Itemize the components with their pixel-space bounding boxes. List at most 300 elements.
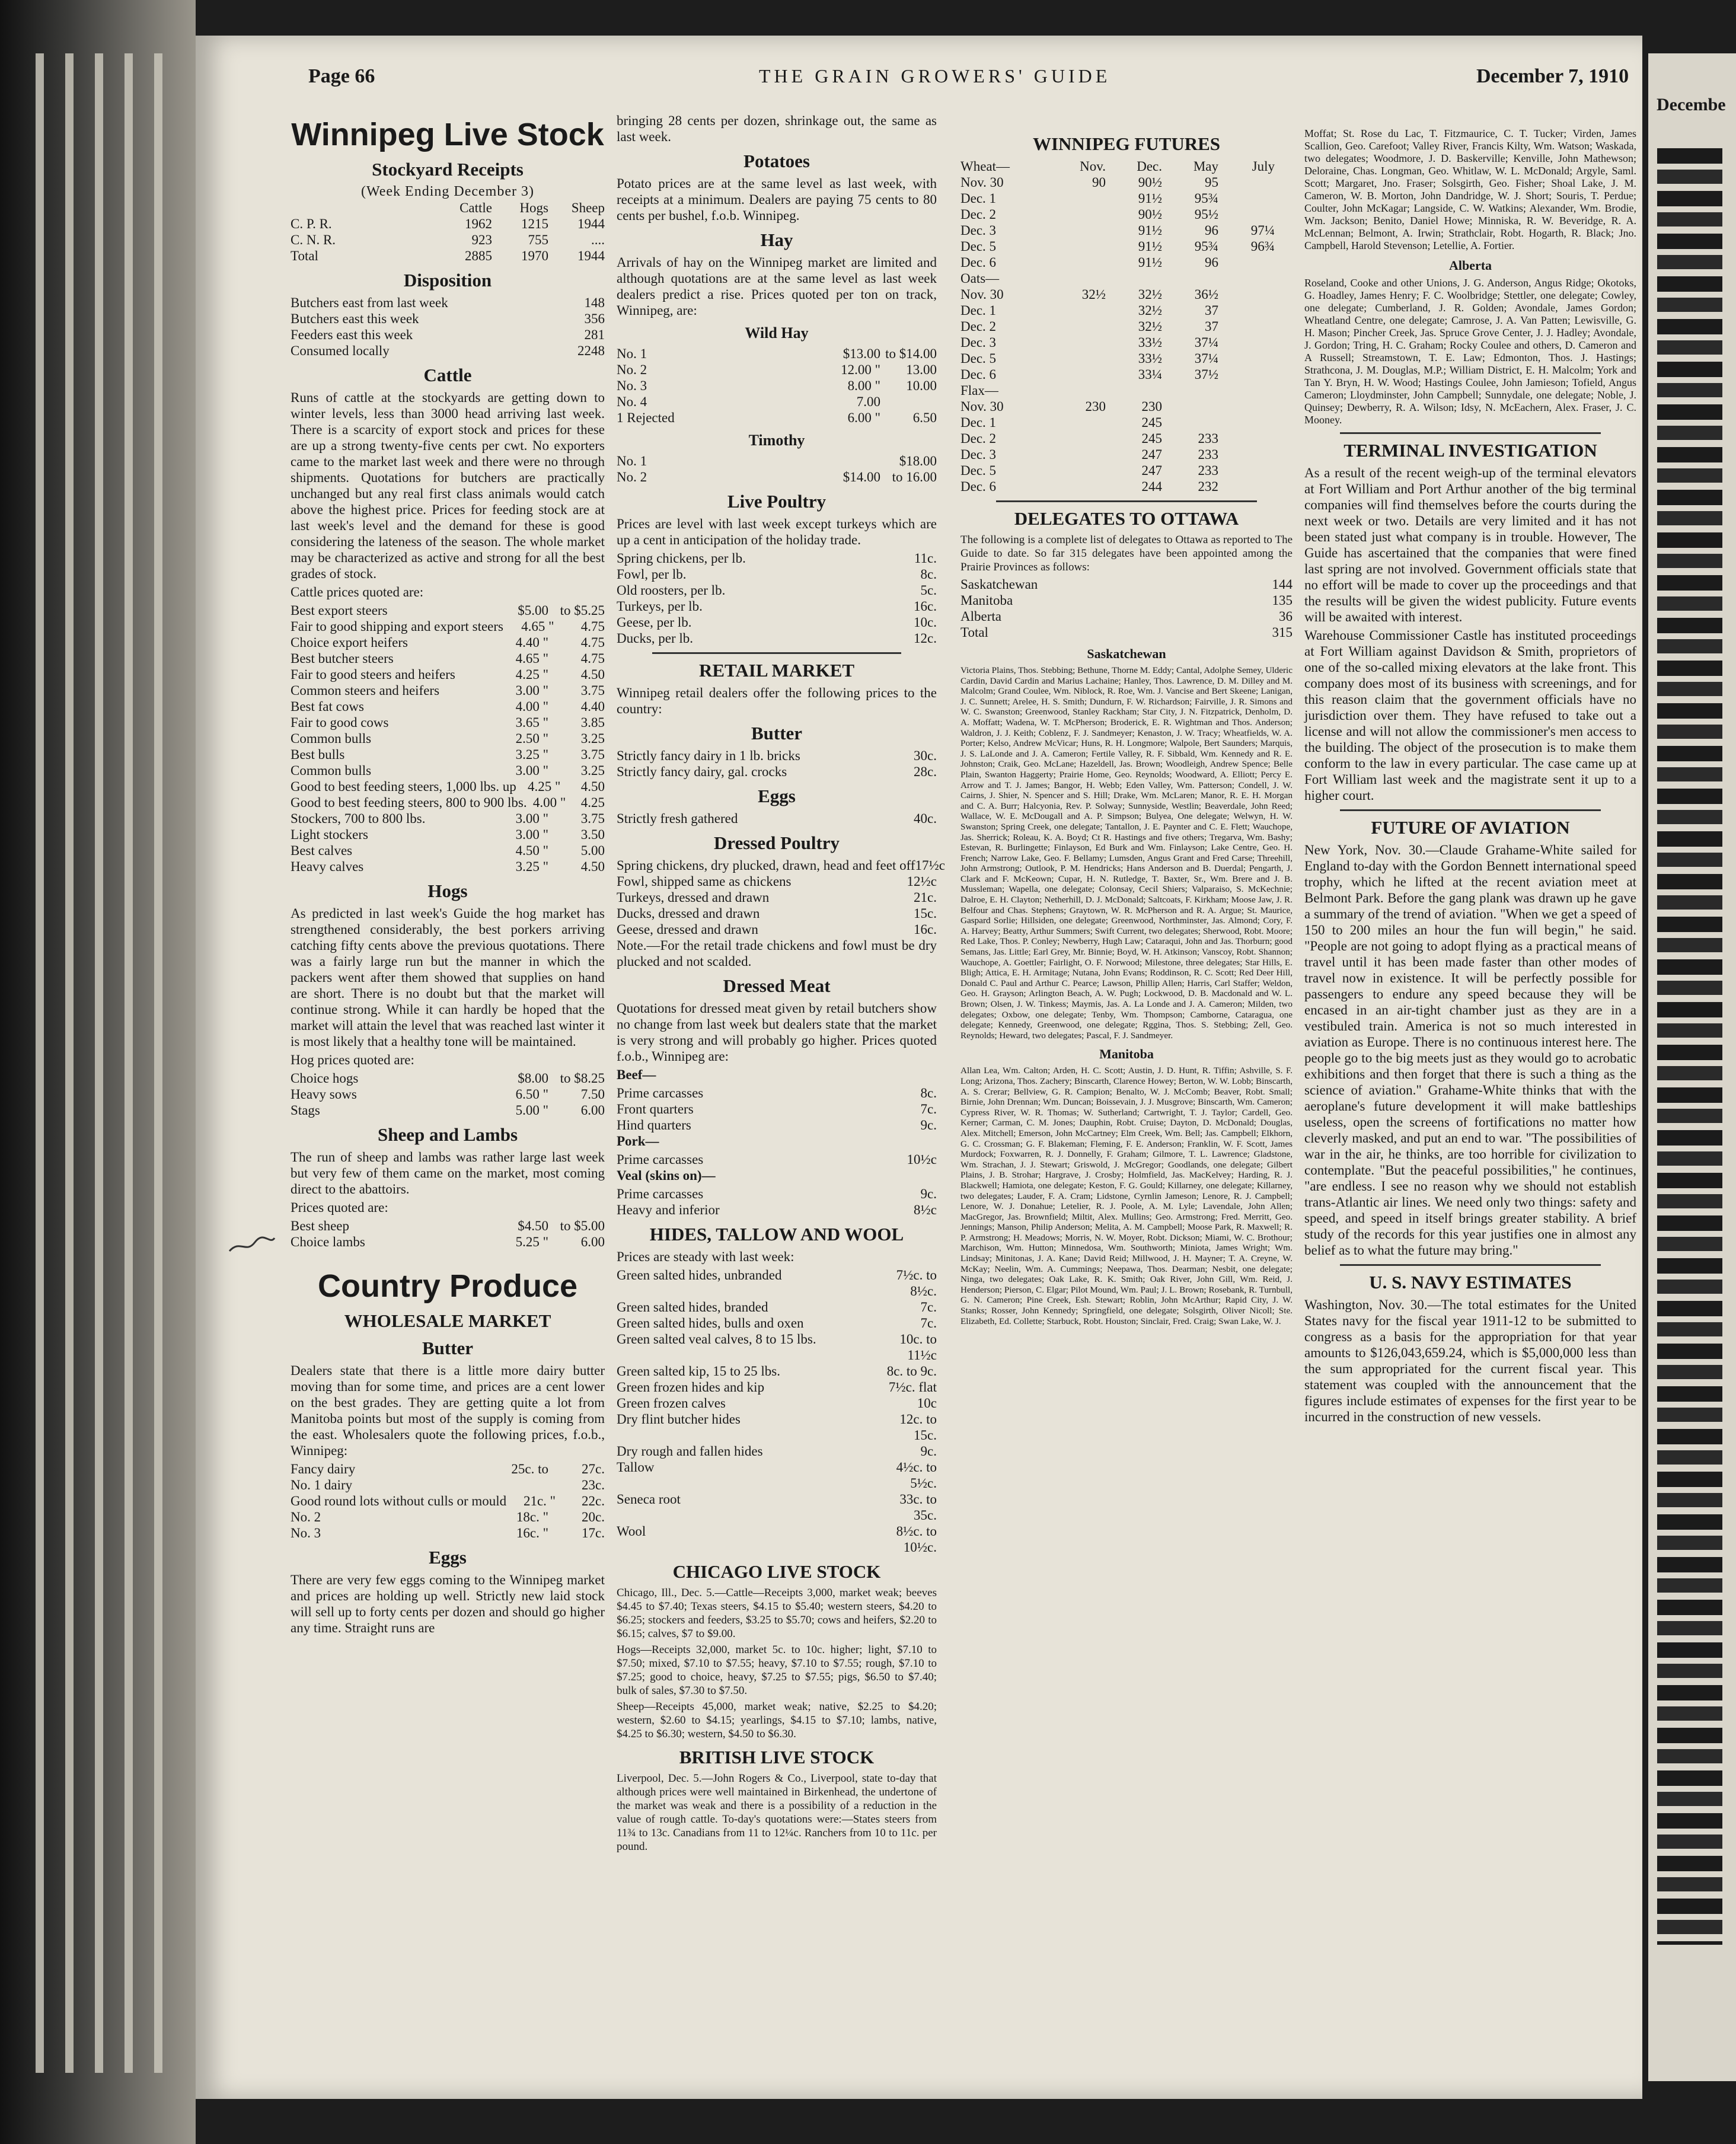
- row-value: [1049, 254, 1106, 270]
- row-label: Common bulls: [291, 763, 372, 778]
- row-value: [1218, 254, 1275, 270]
- subheading: Potatoes: [743, 151, 810, 171]
- table-row: [617, 1443, 937, 1459]
- week-note: (Week Ending December 3): [361, 184, 534, 199]
- table-row: [291, 714, 605, 730]
- table-row: [617, 1411, 937, 1443]
- row-label: No. 1: [617, 454, 647, 468]
- row-value: $14.00: [843, 470, 880, 484]
- row-value: [1218, 206, 1275, 222]
- subheading: Eggs: [758, 786, 796, 806]
- row-label: C. N. R.: [291, 232, 336, 247]
- subheading: RETAIL MARKET: [698, 660, 855, 681]
- table-row: [617, 1117, 937, 1133]
- row-value: 7.50: [580, 1087, 605, 1102]
- row-value: 7½c. to 8½c.: [896, 1268, 937, 1298]
- table-row: [291, 811, 605, 827]
- table-row: [960, 576, 1293, 592]
- row-value: [1049, 318, 1106, 334]
- row-value: 37¼: [1194, 351, 1218, 366]
- row-value: 33¼: [1138, 367, 1162, 382]
- row-value: 3.25: [580, 763, 605, 778]
- section-title: Country Produce: [317, 1268, 578, 1304]
- row-value: 4.65 ": [521, 619, 554, 634]
- table-row: [617, 873, 937, 889]
- row-value: 3.25 ": [515, 859, 548, 874]
- row-value: [1049, 462, 1106, 478]
- row-value: to $8.25: [560, 1071, 605, 1086]
- row-value: 3.25 ": [515, 747, 548, 762]
- row-value: 12c. to 15c.: [899, 1412, 937, 1443]
- row-label: Manitoba: [960, 593, 1013, 608]
- row-label: Dec. 1: [960, 303, 997, 318]
- column-1: [291, 113, 605, 1638]
- row-value: 10c.: [914, 615, 937, 630]
- table-row: [960, 206, 1293, 222]
- price-list: [291, 1218, 605, 1250]
- table-row: [617, 1101, 937, 1117]
- table-row: [291, 650, 605, 666]
- paragraph: Warehouse Commissioner Castle has instituted proceedings at Fort William against Davidson & Smith, proprietors of one of the so-called mixing elevators at the lake front. This company does most of its business with screenings, and for this reason claim that the government officials have no jurisdiction over them. They have refused to take out a license and will not allow the commissioner's men access to the building. The object of the prosecution is to make them conform to the law in every particular. The case came up at Fort William last week and the magistrate sent it up to a higher court.: [1304, 628, 1636, 803]
- row-value: 91½: [1138, 239, 1162, 254]
- paragraph: Allan Lea, Wm. Calton; Arden, H. C. Scott; Austin, J. D. Hunt, R. Tiffin; Ashville, S. F. Long; Arizona, Thos. Zachery; Binscarth, Clarence Howey; Berton, W. W. Lobb; Binscarth, A. S. Crerar; Bellview, G. R. Campion; Benalto, W. J. McComb; Beaver, Robt. Small; Birnie, John Drennan; Wm. Duncan; Boissevain, J. J. Musgrove; Binscarth, Wm. Cameron; Cypress River, W. R. Thomas; W. Sutherland; Cartwright, T. J. Taylor; Cardell, Geo. Kerner; Carman, C. M. Jones; Dauphin, Robt. Cruise; Dayton, D. McDonald; Douglas, Alex. Mitchell; Emerson, John McCartney; Elm Creek, Wm. Bell; Jas. Campbell; Elkhorn, G. C. Crossman; G. F. Blakeman; Fleming, F. E. Anderson; Franklin, W. F. Scott, James Murdock; Foxwarren, R. J. Donnelly, F. Graham; Gilmore, T. L. Lawrence; Gladstone, Wm. Strachan, J. J. Stewart; Griswold, J. McGregor; Goodlands, one delegate; Gilbert Plains, J. B. Strohar; Hargrave, J. Crosby; Holmfield, Jas. MacKelvey; Harding, R. J. Blackwell; Hamiota, one delegate; Keston, F. G. Gould; Killarney, one delegate; Killarney, two delegates; Lauder, F. A. Cram; Lidstone, Cyrnlin Jameson; Lenore, R. J. Campbell; Lenore, W. J. Donahue; Letelier, R. J. Poole, A. M. Lyle; Lavendale, John Allen; MacGregor, Jas. Brownfield; Miltit, Alex. Mullins; Geo. Armstrong; Fred. Merritt, Geo. Jennings; Manson, Philip Anderson; Melita, A. M. Campbell; Moose Park, R. Maxwell; R. P. Armstrong; H. Meadows; Morris, N. W. Moyer, Robt. Dickson; Miami, W. C. Brothour; Marchison, Wm. Hutton; Minnedosa, Wm. Southworth; Miniota, James Wright; Wm. Lindsay; Minitonas, J. A. Kane; David Reid; Millwood, J. H. Mayner; T. A. Creyne, W. McKay; Neelin, Wm. A. Cummings; Neepawa, Thos. Dearman; Nesbit, one delegate; Ninga, two delegates; Oak Lake, R. K. Smith; Oak River, John Gill, Wm. Reid, J. Henderson; Pierson, C. Elgar; Pilot Mound, Wm. Paul; J. L. Brown; Rosebank, R. Turnbull, G. N. Cameron; Pine Creek, Esh. Stewart; Roblin, John McArthur; Rapid City, J. W. Stanks; Rosser, John Kennedy; Springfield, one delegate; Solsgirth, Oliver Nicoll; Ste. Elizabeth, Ed. Collette; Starbuck, Robt. Houston; Sinclair, Fred. Craig; Swan Lake, W. J.: [960, 1065, 1293, 1326]
- row-value: 96: [1205, 255, 1218, 270]
- row-value: [1218, 318, 1275, 334]
- subheading: Butter: [422, 1338, 474, 1358]
- table-row: [291, 1070, 605, 1086]
- row-value: [1218, 366, 1275, 382]
- row-value: 230: [1085, 399, 1106, 414]
- row-label: Dec. 3: [960, 447, 997, 462]
- row-label: Strictly fancy dairy in 1 lb. bricks: [617, 748, 800, 763]
- row-value: [1218, 334, 1275, 350]
- table-row: [960, 334, 1293, 350]
- table-row: [960, 462, 1293, 478]
- row-label: No. 2: [617, 362, 647, 377]
- row-label: Feeders east this week: [291, 327, 413, 342]
- row-value: 96¾: [1250, 239, 1275, 254]
- table-row: [291, 618, 605, 634]
- row-label: No. 2: [617, 470, 647, 484]
- table-row: [960, 624, 1293, 640]
- subheading: DELEGATES TO OTTAWA: [1014, 508, 1239, 529]
- row-label: Dec. 2: [960, 207, 997, 222]
- row-value: 6.00 ": [847, 410, 880, 425]
- row-value: 3.50: [580, 827, 605, 842]
- row-value: 10c. to 11½c: [899, 1332, 937, 1363]
- row-value: $5.00: [518, 603, 548, 618]
- table-row: [617, 378, 937, 394]
- row-value: 2248: [577, 343, 605, 358]
- table-row: [291, 1477, 605, 1493]
- paragraph: Hog prices quoted are:: [291, 1052, 414, 1067]
- row-value: 4.65 ": [515, 651, 548, 666]
- table-row: [291, 634, 605, 650]
- table-row: [291, 746, 605, 762]
- row-value: 1944: [577, 248, 605, 263]
- row-label: Nov. 30: [960, 175, 1004, 190]
- row-value: 6.50 ": [515, 1087, 548, 1102]
- row-value: 20c.: [582, 1510, 605, 1524]
- row-label: Ducks, dressed and drawn: [617, 906, 760, 921]
- table-row: [617, 469, 937, 485]
- table-row: [960, 302, 1293, 318]
- row-value: [1218, 350, 1275, 366]
- row-value: Hogs: [519, 200, 548, 215]
- row-value: [1049, 190, 1106, 206]
- row-value: [1218, 286, 1275, 302]
- row-value: to 16.00: [892, 470, 937, 484]
- row-value: 4.25: [580, 795, 605, 810]
- subheading: Timothy: [748, 432, 805, 449]
- row-value: 7c.: [920, 1102, 937, 1116]
- row-value: $8.00: [518, 1071, 548, 1086]
- row-label: Total: [291, 248, 318, 263]
- row-label: Green salted veal calves, 8 to 15 lbs.: [617, 1332, 816, 1347]
- price-list: [617, 453, 937, 485]
- row-label: Dec. 2: [960, 431, 997, 446]
- row-value: [1218, 478, 1275, 494]
- paragraph: Prices are level with last week except turkeys which are up a cent in anticipation of the holiday trade.: [617, 516, 937, 547]
- row-value: 12c.: [914, 631, 937, 646]
- row-value: 12.00 ": [841, 362, 880, 377]
- subheading: BRITISH LIVE STOCK: [679, 1747, 875, 1767]
- row-label: Green frozen calves: [617, 1396, 726, 1411]
- row-label: Best bulls: [291, 747, 345, 762]
- row-label: Old roosters, per lb.: [617, 583, 726, 598]
- row-label: Heavy calves: [291, 859, 364, 874]
- row-label: Dec. 6: [960, 479, 997, 494]
- row-label: No. 1: [617, 346, 647, 361]
- subheading: Stockyard Receipts: [372, 159, 524, 180]
- table-row: [291, 311, 605, 327]
- table-row: [960, 478, 1293, 494]
- row-value: 1944: [577, 216, 605, 231]
- row-value: 144: [1272, 577, 1293, 592]
- row-value: to $5.25: [560, 603, 605, 618]
- table-row: [291, 730, 605, 746]
- row-value: May: [1193, 159, 1218, 174]
- table-row: [617, 921, 937, 937]
- row-label: Dec. 3: [960, 335, 997, 350]
- row-value: 8.00 ": [847, 378, 880, 393]
- table-row: [960, 446, 1293, 462]
- row-value: 16c. ": [516, 1526, 548, 1540]
- row-label: Butchers east this week: [291, 311, 419, 326]
- price-list: [617, 550, 937, 646]
- table-row: [960, 174, 1293, 190]
- table-row: [960, 350, 1293, 366]
- row-value: 9c.: [920, 1444, 937, 1459]
- row-value: [1218, 190, 1275, 206]
- paragraph: bringing 28 cents per dozen, shrinkage out, the same as last week.: [617, 113, 937, 144]
- row-value: [1049, 350, 1106, 366]
- label: Veal (skins on)—: [617, 1168, 716, 1183]
- row-value: 3.00 ": [515, 811, 548, 826]
- row-value: Nov.: [1080, 159, 1106, 174]
- row-value: 16c.: [914, 599, 937, 614]
- row-value: 90: [1092, 175, 1106, 190]
- row-value: 91½: [1138, 223, 1162, 238]
- row-label: Dec. 5: [960, 239, 997, 254]
- row-value: 923: [471, 232, 492, 247]
- row-label: Flax—: [960, 383, 998, 398]
- table-row: [291, 248, 605, 264]
- row-label: Strictly fancy dairy, gal. crocks: [617, 764, 787, 779]
- subheading: WHOLESALE MARKET: [344, 1310, 551, 1331]
- label: Beef—: [617, 1067, 656, 1082]
- row-value: [1162, 398, 1218, 414]
- row-value: 3.75: [580, 747, 605, 762]
- column-4: [1304, 127, 1636, 1427]
- row-label: Best export steers: [291, 603, 388, 618]
- futures-header: [960, 158, 1293, 174]
- row-value: 4½c. to 5½c.: [896, 1460, 937, 1491]
- row-value: 5.00 ": [515, 1103, 548, 1118]
- ornamental-border: [1657, 148, 1722, 1945]
- row-value: 245: [1141, 431, 1162, 446]
- table-row: [291, 1086, 605, 1102]
- row-value: 4.25 ": [527, 779, 561, 794]
- row-value: [1049, 270, 1106, 286]
- row-value: 32½: [1138, 303, 1162, 318]
- row-value: [1218, 382, 1275, 398]
- row-label: Good round lots without culls or mould: [291, 1494, 507, 1508]
- row-value: [1218, 270, 1275, 286]
- table-row: [617, 614, 937, 630]
- row-value: 233: [1198, 463, 1218, 478]
- subheading: Manitoba: [1099, 1047, 1154, 1062]
- masthead: THE GRAIN GROWERS' GUIDE: [759, 65, 1111, 87]
- row-label: Dec. 1: [960, 191, 997, 206]
- table-row: [291, 1509, 605, 1525]
- row-value: [1049, 446, 1106, 462]
- row-value: [1049, 206, 1106, 222]
- row-value: 230: [1141, 399, 1162, 414]
- row-value: to $5.00: [560, 1218, 605, 1233]
- row-value: 3.00 ": [515, 683, 548, 698]
- row-value: 2885: [465, 248, 492, 263]
- page-number: Page 66: [308, 65, 375, 87]
- row-label: [291, 200, 436, 216]
- row-value: 245: [1141, 415, 1162, 430]
- row-label: Tallow: [617, 1460, 655, 1475]
- price-list: [291, 1070, 605, 1118]
- delegate-counts: [960, 576, 1293, 640]
- table-row: [617, 1379, 937, 1395]
- paragraph: Prices quoted are:: [291, 1200, 388, 1215]
- table-row: [617, 748, 937, 764]
- price-list: [617, 748, 937, 780]
- row-value: [1049, 382, 1106, 398]
- table-row: [291, 682, 605, 698]
- row-label: No. 3: [617, 378, 647, 393]
- row-value: $18.00: [899, 454, 937, 468]
- row-value: [1162, 270, 1218, 286]
- row-label: No. 1 dairy: [291, 1478, 353, 1492]
- table-row: [617, 905, 937, 921]
- row-value: 21c.: [914, 890, 937, 905]
- subheading: CHICAGO LIVE STOCK: [672, 1561, 881, 1582]
- row-value: 37¼: [1194, 335, 1218, 350]
- row-label: Spring chickens, per lb.: [617, 551, 746, 566]
- row-label: Alberta: [960, 609, 1001, 624]
- row-label: Fair to good steers and heifers: [291, 667, 455, 682]
- subheading: U. S. NAVY ESTIMATES: [1369, 1272, 1572, 1293]
- row-label: Choice hogs: [291, 1071, 359, 1086]
- row-label: Good to best feeding steers, 800 to 900 lbs.: [291, 795, 527, 810]
- row-label: Geese, dressed and drawn: [617, 922, 758, 937]
- row-value: 3.25: [580, 731, 605, 746]
- row-value: 22c.: [582, 1494, 605, 1508]
- price-list: [617, 1151, 937, 1167]
- price-list: [617, 1186, 937, 1218]
- table-row: [291, 666, 605, 682]
- table-row: [617, 1331, 937, 1363]
- row-value: 7.00: [856, 394, 880, 409]
- row-label: Fowl, per lb.: [617, 567, 687, 582]
- subheading: Live Poultry: [727, 491, 826, 512]
- row-value: [1049, 430, 1106, 446]
- table-row: [617, 630, 937, 646]
- table-row: [291, 343, 605, 359]
- table-row: [960, 366, 1293, 382]
- row-value: 6.00: [580, 1103, 605, 1118]
- row-value: 755: [528, 232, 548, 247]
- table-row: [617, 1299, 937, 1315]
- row-value: 12½c: [907, 874, 937, 889]
- row-value: [1218, 462, 1275, 478]
- book-spine: [0, 0, 196, 2144]
- row-label: Wheat—: [960, 159, 1010, 174]
- row-value: 37: [1205, 303, 1218, 318]
- row-value: 33½: [1138, 351, 1162, 366]
- row-value: 247: [1141, 463, 1162, 478]
- row-label: Dry flint butcher hides: [617, 1412, 741, 1427]
- row-value: 4.40 ": [515, 635, 548, 650]
- price-list: [617, 811, 937, 827]
- table-row: [960, 608, 1293, 624]
- subheading: Hay: [760, 229, 793, 250]
- next-page-header: Decembe: [1657, 95, 1726, 114]
- table-row: [617, 566, 937, 582]
- table-row: [960, 398, 1293, 414]
- row-label: Fancy dairy: [291, 1462, 356, 1476]
- row-value: [1218, 174, 1275, 190]
- table-row: [960, 592, 1293, 608]
- subheading: TERMINAL INVESTIGATION: [1344, 440, 1597, 461]
- paragraph: Victoria Plains, Thos. Stebbing; Bethune, Thorne M. Eddy; Cantal, Adolphe Semey, Ulderic Cardin, David Cardin and Marius Lachaine; Hanley, Thos. Lawrence, D. M. Dilley and M. Malcolm; Grand Coulee, Wm. Niblock, R. Roe, Wm. J. Vancise and Bert Skeene; Lanigan, J. C. Sunnett; Arelee, H. S. Smith; Dundurn, F. W. Richardson; Fairville, J. R. Simons and W. C. Swanston; Greenwood, Stanley Rackham; Star City, J. N. Fitzpatrick, Denholm, D. A. Moffatt; Wadena, W. T. McPherson; Broderick, E. R. Wightman and Thos. Anderson; Waldron, J. J. Keith; Coblenz, F. J. Sandmeyer; Kenaston, J. W. Tracy; Wheatfields, W. A. Porter; Kelso, Andrew McVicar; Huns, R. H. Longmore; Walpole, Bert Saunders; Marquis, J. S. LaLonde and J. A. Cameron; Fertile Valley, R. F. Sibbald, Wm. Kennedy and R. E. Johnston; Craik, Geo. McLane; Hazeldell, Jas. Brown; Woodleigh, Andrew Spence; Belle Plain, Swanton Haggerty; Prairie Home, Geo. Reynolds; Woodward, A. Elliott; Percy E. Arrow and T. J. James; Bangor, H. Webb; Eden Valley, Wm. Patterson; Condell, J. W. Cairns, J. Shier, N. Spencer and S. Hill; Drake, Wm. McLaren; Manor, R. E. H. Morgan and C. A. Burr; Halcyonia, Rev. P. Solway; Sunnyside, Westlin; Beaverdale, John Reed; Wallace, W. E. McDougall and A. P. Simpson; Bulyea, One delegate; Welwyn, H. W. Swanston; Spring Creek, one delegate; Tantallon, J. E. Paynter and C. E. Flett; Wauchope, Jas. Sherrick; Roleau, K. A. Boyd; Ct R. Hastings and five others; Tregarva, Wm. Bashy; Estevan, R. Burlingette; Finlayson, Ed Burk and Wm. Finlayson; Lake Centre, Geo. H. French; Narrow Lake, Geo. F. Bellamy; Lumsden, Angus Grant and Fred Carse; Threehill, John Armstrong; Outlook, P. M. Hendricks; Hans Anderson and B. Duerdal; Pengarth, J. Clark and F. McKeown; Cupar, H. N. Rutledge, T. Baxter, Sr., Wm. Brere and J. B. Mussleman; Wapella, one delegate; Colonsay, Cecil Shiers; Valparaiso, S. McKechnie; Dalroe, E. H. Clayton; Netherhill, D. J. McDonald; Saltcoats, F. Kirkham; Moose Jaw, J. R. Belfour and Chas. Stephens; Graytown, W. R. McPherson and R. A. Argue; St. Maurice, Gaspard Sorlie; Hillsiden, one delegate; Greenwood, Northminster, Jas. Almond; Cory, F. A. Harvey; Beatty, Arthur Summers; Swift Current, two delegates; Sherwood, Robt. Moore; Red Lake, Thos. P. Conley; Newberry, Hugh Law; Cataraqui, John and Jas. Thorburn; good Semans, Jas. Little; Earl Grey, Mr. Binnie; Boyd, W. H. Atkinson; Vanscoy, Robt. Shannon; Wauchope, A. Goettler; Fairlight, O. F. Norwood; Milestone, three delegates; Star Hills, E. Bligh; Attica, E. H. Armitage; Nutana, John Evans; Roddinson, R. C. Scott; Red Deer Hill, Donald C. Paul and Arthur C. Pearce; Lawson, Phillip Allen; Harris, Carl Staffer; Weldon, Geo. H. Grayson; Arlington Beach, A. W. Pugh; Lockwood, D. B. Macdonald and W. L. Brown; Olsen, J. W. Tinkess; Maymis, Jas. A. La Londe and J. A. Cameron; Milden, two delegates; Oxbow, one delegate; Tenby, Wm. Thompson; Camborne, Cataragua, one delegate; Kennedy, Greenwood, one delegate; Rggina, Thos. S. Stebbing; Zell, Geo. Reynolds; Heward, two delegates; Pascal, F. J. Sandmeyer.: [960, 665, 1293, 1041]
- row-value: [1162, 382, 1218, 398]
- paragraph: Note.—For the retail trade chickens and fowl must be dry plucked and not scalded.: [617, 938, 937, 969]
- table-row: [291, 1461, 605, 1477]
- row-value: [1106, 270, 1162, 286]
- table-row: [960, 238, 1293, 254]
- row-value: 8½c: [914, 1202, 937, 1217]
- row-value: Dec.: [1137, 159, 1162, 174]
- paragraph: There are very few eggs coming to the Winnipeg market and prices are holding up well. Strictly new laid stock will sell up to forty cents per dozen and should go higher any time. Straight runs are: [291, 1572, 605, 1635]
- row-label: Saskatchewan: [960, 577, 1038, 592]
- table-row: [617, 550, 937, 566]
- row-value: 17½c: [915, 858, 945, 873]
- table-row: [617, 1267, 937, 1299]
- table-row: [291, 327, 605, 343]
- row-label: Prime carcasses: [617, 1186, 704, 1201]
- table-row: [617, 1395, 937, 1411]
- section-title: Winnipeg Live Stock: [291, 117, 604, 152]
- row-value: 1970: [521, 248, 548, 263]
- table-row: [291, 779, 605, 795]
- table-row: [617, 1523, 937, 1555]
- subheading: Eggs: [429, 1547, 467, 1568]
- row-label: Dry rough and fallen hides: [617, 1444, 763, 1459]
- row-label: Heavy sows: [291, 1087, 357, 1102]
- row-value: 91½: [1138, 191, 1162, 206]
- row-value: 4.40: [580, 699, 605, 714]
- table-row: [617, 1202, 937, 1218]
- paragraph: Washington, Nov. 30.—The total estimates for the United States navy for the fiscal year 1911-12 to be submitted to congress as a basis for the appropriation for that year amounts to $126,043,659.24, which is $5,000,000 less than the sum appropriated for the current fiscal year. This statement was coupled with the announcement that the figures include estimates of expenses for the first year to be incurred in the construction of new vessels.: [1304, 1297, 1636, 1424]
- row-value: [1049, 238, 1106, 254]
- table-row: [291, 859, 605, 875]
- subheading: FUTURE OF AVIATION: [1371, 817, 1570, 838]
- futures-table: [960, 174, 1293, 494]
- row-value: 7c.: [920, 1316, 937, 1331]
- row-value: 90½: [1138, 175, 1162, 190]
- row-value: [1106, 382, 1162, 398]
- row-label: Ducks, per lb.: [617, 631, 694, 646]
- subheading: Dressed Meat: [723, 975, 831, 996]
- price-list: [617, 346, 937, 426]
- table-row: [617, 857, 945, 873]
- row-value: 3.00 ": [515, 827, 548, 842]
- row-label: Dec. 6: [960, 255, 997, 270]
- row-value: Cattle: [459, 200, 492, 215]
- row-label: Common bulls: [291, 731, 372, 746]
- row-label: Stags: [291, 1103, 320, 1118]
- row-value: 10½c: [907, 1152, 937, 1167]
- row-value: [1162, 414, 1218, 430]
- pencil-mark: [228, 1233, 276, 1257]
- table-row: [617, 346, 937, 362]
- subheading: Dressed Poultry: [713, 832, 840, 853]
- row-value: 95¾: [1194, 191, 1218, 206]
- table-row: [617, 1315, 937, 1331]
- row-value: [1049, 478, 1106, 494]
- row-value: 32½: [1081, 287, 1106, 302]
- paragraph: Runs of cattle at the stockyards are getting down to winter levels, less than 3000 head arriving last week. There is a scarcity of export stock and prices for these are up a strong twenty-five cents per cwt. No exporters came to the market last week and there were no through shipments. Quotations for butchers are practically unchanged but any real first class animals would catch above the highest price. Prices for feeding stock are at last week's level and the demand for these is good considering the lateness of the season. The whole market may be characterized as active and strong for all the best grades of stock.: [291, 390, 605, 581]
- row-value: 32½: [1138, 319, 1162, 334]
- row-value: 10c: [917, 1396, 937, 1411]
- column-2: [617, 113, 945, 1856]
- row-label: Butchers east from last week: [291, 295, 448, 310]
- row-value: 37½: [1194, 367, 1218, 382]
- row-value: 3.65 ": [515, 715, 548, 730]
- row-value: 4.50: [580, 859, 605, 874]
- row-value: 90½: [1138, 207, 1162, 222]
- row-value: 7½c. flat: [888, 1380, 937, 1395]
- row-value: 11c.: [914, 551, 937, 566]
- table-row: [960, 382, 1293, 398]
- row-value: [1049, 222, 1106, 238]
- row-value: 247: [1141, 447, 1162, 462]
- row-label: Dec. 1: [960, 415, 997, 430]
- row-label: C. P. R.: [291, 216, 332, 231]
- row-value: 1962: [465, 216, 492, 231]
- row-value: 3.85: [580, 715, 605, 730]
- row-label: No. 4: [617, 394, 647, 409]
- row-value: $13.00: [843, 346, 880, 361]
- table-row: [617, 1491, 937, 1523]
